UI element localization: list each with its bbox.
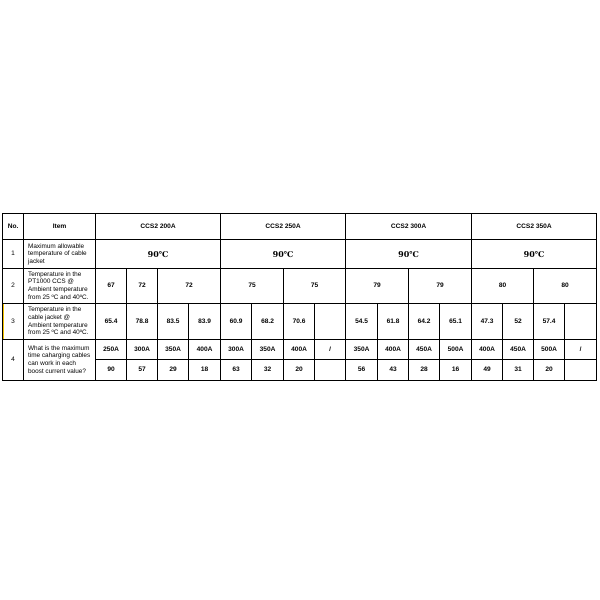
row4-time: 32 <box>252 360 284 381</box>
row2-value: 79 <box>409 269 472 304</box>
row4-current: 300A <box>221 340 252 360</box>
row4-time: 29 <box>158 360 189 381</box>
spec-table <box>2 213 597 381</box>
row2-value: 72 <box>127 269 158 304</box>
header-no: No. <box>3 214 24 240</box>
row4-time: 18 <box>189 360 221 381</box>
row1-value-250a: 90℃ <box>221 240 346 269</box>
row4-current: 450A <box>503 340 534 360</box>
row1-no: 1 <box>3 240 24 269</box>
table-row-3 <box>3 304 597 340</box>
row3-value: 83.5 <box>158 304 189 340</box>
row2-value: 67 <box>96 269 127 304</box>
row3-value <box>565 304 597 340</box>
row2-value: 80 <box>472 269 534 304</box>
row4-current: 250A <box>96 340 127 360</box>
row3-value <box>315 304 346 340</box>
row3-value: 65.4 <box>96 304 127 340</box>
row3-value: 64.2 <box>409 304 440 340</box>
row4-time: 43 <box>378 360 409 381</box>
row3-value: 57.4 <box>534 304 565 340</box>
row4-current: 400A <box>189 340 221 360</box>
row4-current: 350A <box>252 340 284 360</box>
row4-time: 20 <box>534 360 565 381</box>
table-row-4-currents <box>3 340 597 360</box>
row1-value-300a: 90℃ <box>346 240 472 269</box>
table-row-2 <box>3 269 597 304</box>
row1-value-200a: 90℃ <box>96 240 221 269</box>
row2-value: 72 <box>158 269 221 304</box>
row2-value: 75 <box>284 269 346 304</box>
row4-current: 500A <box>440 340 472 360</box>
row2-no: 2 <box>3 269 24 304</box>
header-ccs2-250a: CCS2 250A <box>221 214 346 240</box>
row3-value: 54.5 <box>346 304 378 340</box>
row3-item: Temperature in the cable jacket @ Ambient temperature from 25 ºC and 40ºC. <box>24 304 96 340</box>
row4-time: 57 <box>127 360 158 381</box>
row4-current: 450A <box>409 340 440 360</box>
row4-current: 350A <box>346 340 378 360</box>
row2-value: 75 <box>221 269 284 304</box>
header-ccs2-350a: CCS2 350A <box>472 214 597 240</box>
row4-current: 300A <box>127 340 158 360</box>
header-ccs2-200a: CCS2 200A <box>96 214 221 240</box>
row4-current: / <box>315 340 346 360</box>
row4-time: 56 <box>346 360 378 381</box>
row4-time <box>565 360 597 381</box>
row4-current: 400A <box>472 340 503 360</box>
row4-no: 4 <box>3 340 24 381</box>
row-marker <box>3 304 5 339</box>
row3-value: 68.2 <box>252 304 284 340</box>
row4-time: 16 <box>440 360 472 381</box>
row3-no-label: 3 <box>11 317 15 325</box>
row3-value: 70.6 <box>284 304 315 340</box>
row4-time: 20 <box>284 360 315 381</box>
row4-current: 400A <box>378 340 409 360</box>
row2-value: 80 <box>534 269 597 304</box>
row1-value-350a: 90℃ <box>472 240 597 269</box>
row4-time: 90 <box>96 360 127 381</box>
row4-current: / <box>565 340 597 360</box>
row4-current: 400A <box>284 340 315 360</box>
row4-current: 350A <box>158 340 189 360</box>
row4-time: 31 <box>503 360 534 381</box>
row3-value: 78.8 <box>127 304 158 340</box>
row3-value: 60.9 <box>221 304 252 340</box>
header-row <box>3 214 597 240</box>
table-row-1 <box>3 240 597 269</box>
row4-time: 49 <box>472 360 503 381</box>
row3-value: 65.1 <box>440 304 472 340</box>
row4-time <box>315 360 346 381</box>
header-ccs2-300a: CCS2 300A <box>346 214 472 240</box>
row3-value: 52 <box>503 304 534 340</box>
row2-value: 79 <box>346 269 409 304</box>
row4-time: 28 <box>409 360 440 381</box>
row4-current: 500A <box>534 340 565 360</box>
row3-value: 61.8 <box>378 304 409 340</box>
row3-no <box>3 304 24 340</box>
row2-item: Temperature in the PT1000 CCS @ Ambient temperature from 25 ºC and 40ºC. <box>24 269 96 304</box>
row3-value: 83.9 <box>189 304 221 340</box>
row3-value: 47.3 <box>472 304 503 340</box>
row4-time: 63 <box>221 360 252 381</box>
row4-item: What is the maximum time caharging cables can work in each boost current value? <box>24 340 96 381</box>
row1-item: Maximum allowable temperature of cable jacket <box>24 240 96 269</box>
header-item: Item <box>24 214 96 240</box>
